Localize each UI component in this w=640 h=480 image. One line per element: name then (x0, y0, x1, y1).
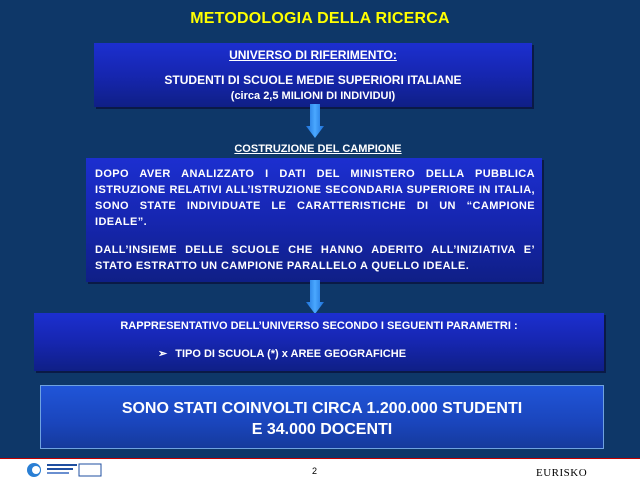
universe-line-2: (circa 2,5 MILIONI DI INDIVIDUI) (230, 90, 396, 102)
down-arrow-icon (306, 280, 324, 314)
universe-box (94, 43, 532, 107)
sample-box (86, 158, 542, 282)
sample-construction-label: COSTRUZIONE DEL CAMPIONE (234, 143, 402, 155)
slide-footer (0, 458, 640, 480)
sample-paragraph-2: DALL’INSIEME DELLE SCUOLE CHE HANNO ADERITO ALL’INIZIATIVA E’ STATO ESTRATTO UN CAMPIONE PARALLELO A QUELLO IDEALE. (95, 244, 535, 272)
footer-divider (0, 458, 640, 459)
slide-title: METODOLOGIA DELLA RICERCA (190, 10, 450, 27)
down-arrow-icon (306, 104, 324, 138)
parameter-text: TIPO DI SCUOLA (*) x AREE GEOGRAFICHE (175, 348, 407, 360)
universe-line-1: STUDENTI DI SCUOLE MEDIE SUPERIORI ITALIANE (164, 73, 462, 87)
representative-line: RAPPRESENTATIVO DELL’UNIVERSO SECONDO I SEGUENTI PARAMETRI : (120, 320, 518, 332)
eurisko-logo: EURISKO (536, 467, 588, 479)
left-logo-icon (25, 460, 103, 480)
sample-paragraph-1: DOPO AVER ANALIZZATO I DATI DEL MINISTERO DELLA PUBBLICA ISTRUZIONE RELATIVI ALL’ISTRUZIONE SECONDARIA SUPERIORE IN ITALIA, SONO STATE INDIVIDUATE LE CARATTERISTICHE DI UN “CAMPIONE IDEALE”. (95, 168, 535, 228)
representative-box (34, 313, 604, 371)
summary-box (40, 385, 604, 449)
bullet-arrow-icon: ➢ (158, 348, 168, 360)
summary-line-2: E 34.000 DOCENTI (251, 421, 393, 438)
parameter-bullet (158, 347, 414, 360)
summary-line-1: SONO STATI COINVOLTI CIRCA 1.200.000 STUDENTI (121, 400, 523, 417)
page-number: 2 (312, 466, 318, 476)
universe-heading: UNIVERSO DI RIFERIMENTO: (229, 48, 397, 62)
